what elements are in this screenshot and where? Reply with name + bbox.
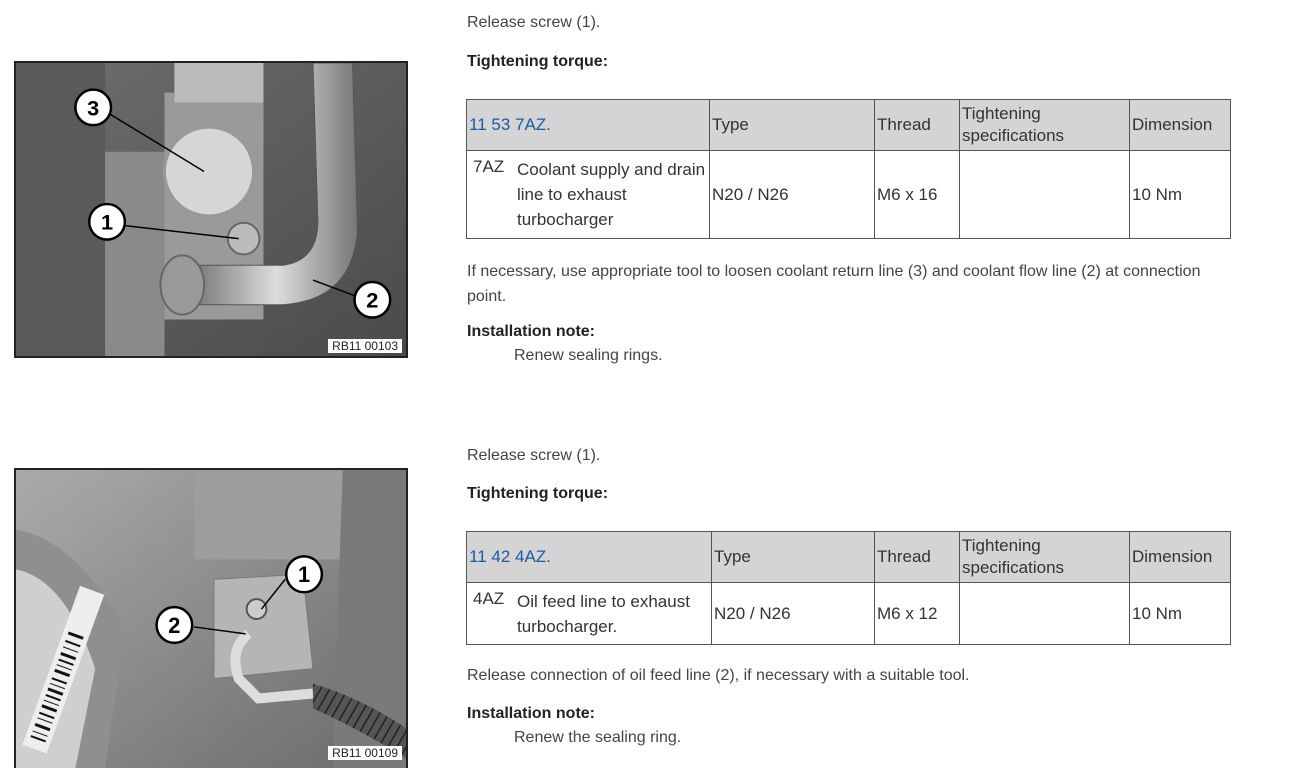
column-header: Dimension xyxy=(1130,532,1231,583)
column-header: Tightening specifications xyxy=(960,532,1130,583)
row-description: Coolant supply and drain line to exhaust turbocharger xyxy=(517,160,706,229)
instruction-text: If necessary, use appropriate tool to loosen coolant return line (3) and coolant flow line (2) at connection point. xyxy=(467,263,1201,305)
column-header: Tightening specifications xyxy=(960,100,1130,151)
row-spec xyxy=(960,151,1130,239)
photo-reference-label: RB11 00109 xyxy=(328,746,402,760)
instruction-text: Release connection of oil feed line (2), if necessary with a suitable tool. xyxy=(467,667,970,684)
row-id: 4AZ xyxy=(473,588,505,608)
row-thread: M6 x 16 xyxy=(875,151,960,239)
row-dimension: 10 Nm xyxy=(1130,583,1231,645)
installation-note-heading: Installation note: xyxy=(467,705,595,722)
callout-label: 1 xyxy=(297,562,311,588)
photo-turbo-coolant-lines xyxy=(14,61,408,358)
table-row xyxy=(467,151,1231,239)
row-description: Oil feed line to exhaust turbocharger. xyxy=(517,591,690,636)
row-id: 7AZ xyxy=(473,157,505,176)
column-header: Type xyxy=(712,532,875,583)
row-type: N20 / N26 xyxy=(710,151,875,239)
torque-table xyxy=(466,531,1231,645)
torque-heading: Tightening torque: xyxy=(467,485,609,502)
column-header: Type xyxy=(710,100,875,151)
table-row xyxy=(467,583,1231,645)
row-type: N20 / N26 xyxy=(712,583,875,645)
installation-note: Renew the sealing ring. xyxy=(514,729,682,746)
installation-note-heading: Installation note: xyxy=(467,323,595,340)
row-dimension: 10 Nm xyxy=(1130,151,1231,239)
table-code: 11 53 7AZ. xyxy=(467,100,710,151)
row-thread: M6 x 12 xyxy=(875,583,960,645)
column-header: Thread xyxy=(875,532,960,583)
column-header: Thread xyxy=(875,100,960,151)
column-header: Dimension xyxy=(1130,100,1231,151)
installation-note: Renew sealing rings. xyxy=(514,347,663,364)
row-spec xyxy=(960,583,1130,645)
photo-illustration xyxy=(16,470,406,768)
photo-reference-label: RB11 00103 xyxy=(328,339,402,353)
callout-label: 1 xyxy=(101,209,114,235)
step-text: Release screw (1). xyxy=(467,447,601,464)
step-text: Release screw (1). xyxy=(467,14,601,31)
photo-oil-feed-line xyxy=(14,468,408,768)
torque-table xyxy=(466,99,1231,239)
callout-label: 3 xyxy=(87,95,100,121)
callout-label: 2 xyxy=(168,612,181,638)
photo-illustration xyxy=(16,63,406,356)
torque-heading: Tightening torque: xyxy=(467,53,609,70)
callout-label: 2 xyxy=(366,287,379,313)
table-code: 11 42 4AZ. xyxy=(467,532,712,583)
